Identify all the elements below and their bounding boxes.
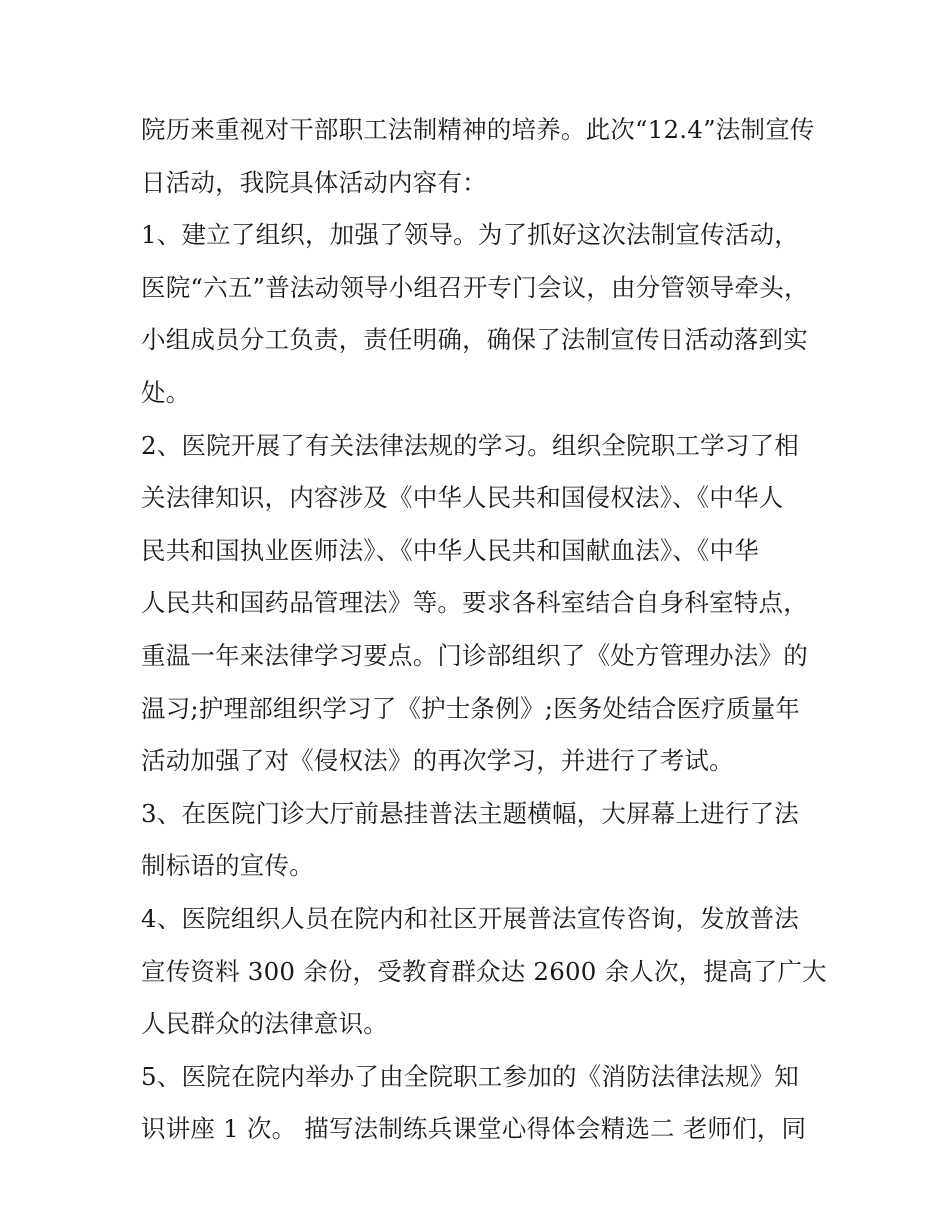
text-line: 2、医院开展了有关法律法规的学习。组织全院职工学习了相 (141, 430, 799, 460)
text-line: 小组成员分工负责，责任明确，确保了法制宣传日活动落到实 (141, 325, 808, 355)
text-line: 制标语的宣传。 (141, 851, 314, 881)
text-line: 1、建立了组织，加强了领导。为了抓好这次法制宣传活动， (141, 220, 799, 250)
document-body (141, 108, 827, 1160)
text-line: 5、医院在院内举办了由全院职工参加的《消防法律法规》知 (141, 1061, 799, 1091)
text-line: 识讲座 1 次。 描写法制练兵课堂心得体会精选二 老师们，同 (141, 1114, 807, 1144)
text-line: 4、医院组织人员在院内和社区开展普法宣传咨询，发放普法 (141, 903, 799, 933)
text-line: 关法律知识，内容涉及《中华人民共和国侵权法》、《中华人 (141, 483, 784, 513)
text-line: 温习;护理部组织学习了《护士条例》;医务处结合医疗质量年 (141, 693, 801, 723)
text-line: 民共和国执业医师法》、《中华人民共和国献血法》、《中华 (141, 535, 759, 565)
text-line: 人民群众的法律意识。 (141, 1009, 388, 1039)
text-line: 日活动，我院具体活动内容有： (141, 167, 487, 197)
text-line: 处。 (141, 377, 191, 407)
text-line: 人民共和国药品管理法》等。要求各科室结合自身科室特点， (141, 588, 808, 618)
text-line: 重温一年来法律学习要点。门诊部组织了《处方管理办法》的 (141, 640, 808, 670)
text-line: 3、在医院门诊大厅前悬挂普法主题横幅，大屏幕上进行了法 (141, 798, 799, 828)
text-line: 宣传资料 300 余份，受教育群众达 2600 余人次，提高了广大 (141, 956, 827, 986)
text-line: 活动加强了对《侵权法》的再次学习，并进行了考试。 (141, 746, 734, 776)
text-line: 院历来重视对干部职工法制精神的培养。此次“12.4”法制宣传 (141, 115, 815, 144)
text-line: 医院“六五”普法动领导小组召开专门会议，由分管领导牵头， (141, 272, 809, 302)
